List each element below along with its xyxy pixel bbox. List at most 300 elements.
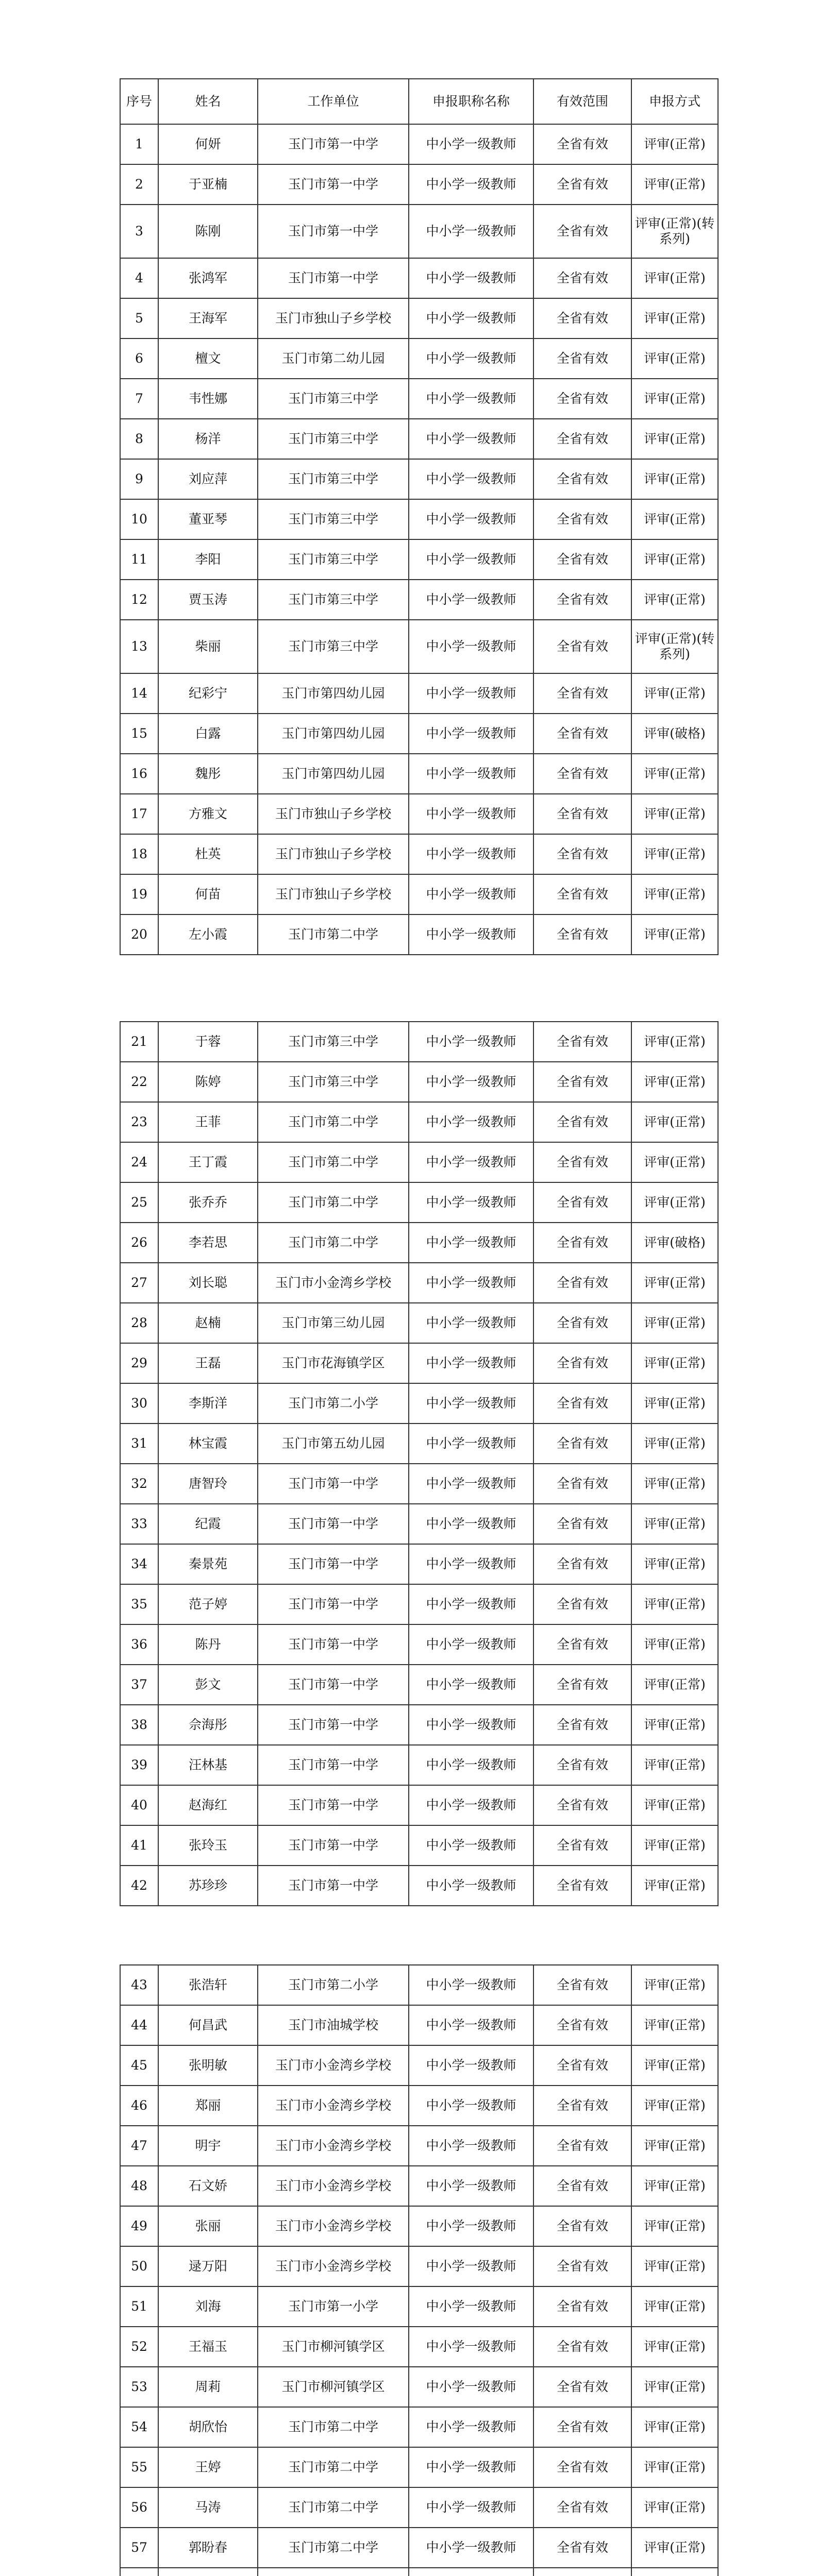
header-title: 申报职称名称 — [409, 79, 533, 124]
row-name-cell: 左小霞 — [158, 914, 258, 955]
row-title-cell: 中小学一级教师 — [409, 1965, 533, 2005]
row-title-cell: 中小学一级教师 — [409, 124, 533, 164]
row-name-cell: 白露 — [158, 714, 258, 754]
row-title-cell: 中小学一级教师 — [409, 1504, 533, 1544]
row-scope-cell: 全省有效 — [533, 1223, 631, 1263]
row-seq-cell: 3 — [120, 205, 158, 258]
table-row — [120, 874, 718, 914]
row-seq-cell: 21 — [120, 1022, 158, 1062]
row-name-cell: 明宇 — [158, 2126, 258, 2166]
table-row — [120, 2286, 718, 2327]
row-scope-cell: 全省有效 — [533, 2206, 631, 2246]
row-scope-cell: 全省有效 — [533, 2407, 631, 2447]
row-title-cell: 中小学一级教师 — [409, 298, 533, 338]
table-body-2 — [120, 1022, 718, 1906]
table-row — [120, 1584, 718, 1624]
row-unit-cell: 玉门市第一中学 — [258, 1825, 409, 1866]
row-seq-cell: 57 — [120, 2528, 158, 2568]
row-seq-cell: 30 — [120, 1383, 158, 1423]
row-title-cell: 中小学一级教师 — [409, 338, 533, 379]
row-method-cell: 评审(正常) — [631, 914, 718, 955]
table-row — [120, 1965, 718, 2005]
row-seq-cell: 11 — [120, 539, 158, 580]
row-seq-cell: 24 — [120, 1142, 158, 1182]
row-title-cell: 中小学一级教师 — [409, 1584, 533, 1624]
row-method-cell: 评审(正常) — [631, 1785, 718, 1825]
row-title-cell: 中小学一级教师 — [409, 1665, 533, 1705]
row-scope-cell: 全省有效 — [533, 499, 631, 539]
row-title-cell: 中小学一级教师 — [409, 1866, 533, 1906]
row-name-cell: 林宝霞 — [158, 1423, 258, 1464]
row-name-cell: 杜英 — [158, 834, 258, 874]
row-scope-cell: 全省有效 — [533, 914, 631, 955]
row-scope-cell: 全省有效 — [533, 1504, 631, 1544]
table-block-1 — [120, 78, 717, 955]
row-method-cell: 评审(正常) — [631, 258, 718, 298]
row-title-cell: 中小学一级教师 — [409, 834, 533, 874]
table-row — [120, 794, 718, 834]
header-method: 申报方式 — [631, 79, 718, 124]
row-seq-cell: 40 — [120, 1785, 158, 1825]
table-row — [120, 1423, 718, 1464]
row-method-cell: 评审(正常) — [631, 2367, 718, 2407]
row-scope-cell: 全省有效 — [533, 1825, 631, 1866]
row-name-cell: 贾玉涛 — [158, 580, 258, 620]
row-seq-cell: 28 — [120, 1303, 158, 1343]
row-unit-cell: 玉门市第二小学 — [258, 1383, 409, 1423]
table-block-3 — [120, 1964, 717, 2576]
row-method-cell: 评审(破格) — [631, 714, 718, 754]
row-title-cell: 中小学一级教师 — [409, 2487, 533, 2528]
row-unit-cell: 玉门市第二幼儿园 — [258, 338, 409, 379]
table-row — [120, 1022, 718, 1062]
row-name-cell: 刘应萍 — [158, 459, 258, 499]
row-unit-cell: 玉门市第四幼儿园 — [258, 714, 409, 754]
row-scope-cell: 全省有效 — [533, 874, 631, 914]
row-method-cell: 评审(正常) — [631, 874, 718, 914]
row-seq-cell: 14 — [120, 673, 158, 714]
row-method-cell: 评审(正常) — [631, 673, 718, 714]
row-title-cell: 中小学一级教师 — [409, 620, 533, 673]
row-method-cell: 评审(正常) — [631, 2166, 718, 2206]
row-unit-cell: 玉门市第一中学 — [258, 1745, 409, 1785]
row-scope-cell: 全省有效 — [533, 2045, 631, 2086]
row-method-cell: 评审(破格) — [631, 1223, 718, 1263]
row-seq-cell: 23 — [120, 1102, 158, 1142]
row-unit-cell: 玉门市第四幼儿园 — [258, 754, 409, 794]
table-row — [120, 1785, 718, 1825]
row-title-cell: 中小学一级教师 — [409, 1182, 533, 1223]
row-method-cell: 评审(正常) — [631, 1745, 718, 1785]
table-row — [120, 714, 718, 754]
row-title-cell: 中小学一级教师 — [409, 1343, 533, 1383]
row-unit-cell: 玉门市第四幼儿园 — [258, 673, 409, 714]
row-seq-cell: 43 — [120, 1965, 158, 2005]
row-seq-cell: 26 — [120, 1223, 158, 1263]
row-method-cell: 评审(正常) — [631, 459, 718, 499]
row-seq-cell: 8 — [120, 419, 158, 459]
row-method-cell: 评审(正常)(转系列) — [631, 620, 718, 673]
row-title-cell: 中小学一级教师 — [409, 164, 533, 205]
table-body-3 — [120, 1965, 718, 2576]
row-seq-cell: 16 — [120, 754, 158, 794]
row-seq-cell: 42 — [120, 1866, 158, 1906]
row-method-cell: 评审(正常) — [631, 1965, 718, 2005]
row-scope-cell: 全省有效 — [533, 1785, 631, 1825]
row-unit-cell: 玉门市小金湾乡学校 — [258, 2126, 409, 2166]
row-name-cell: 于亚楠 — [158, 164, 258, 205]
table-row — [120, 2568, 718, 2576]
row-unit-cell: 玉门市第一中学 — [258, 124, 409, 164]
table-row — [120, 1705, 718, 1745]
row-unit-cell: 玉门市第一中学 — [258, 1705, 409, 1745]
row-scope-cell: 全省有效 — [533, 1062, 631, 1102]
row-method-cell: 评审(正常) — [631, 1303, 718, 1343]
row-method-cell: 评审(正常) — [631, 124, 718, 164]
row-method-cell: 评审(正常) — [631, 298, 718, 338]
row-method-cell: 评审(正常) — [631, 1142, 718, 1182]
row-name-cell: 张乔乔 — [158, 1182, 258, 1223]
row-title-cell: 中小学一级教师 — [409, 1142, 533, 1182]
row-seq-cell: 44 — [120, 2005, 158, 2045]
row-scope-cell: 全省有效 — [533, 258, 631, 298]
row-name-cell: 王磊 — [158, 1343, 258, 1383]
table-row — [120, 124, 718, 164]
row-title-cell: 中小学一级教师 — [409, 1544, 533, 1584]
row-method-cell: 评审(正常) — [631, 1102, 718, 1142]
row-unit-cell: 玉门市柳河镇学区 — [258, 2327, 409, 2367]
table-row — [120, 499, 718, 539]
row-seq-cell: 20 — [120, 914, 158, 955]
row-unit-cell: 玉门市第一中学 — [258, 1866, 409, 1906]
row-scope-cell: 全省有效 — [533, 1665, 631, 1705]
row-unit-cell: 玉门市第二中学 — [258, 2528, 409, 2568]
row-title-cell: 中小学一级教师 — [409, 714, 533, 754]
row-scope-cell: 全省有效 — [533, 298, 631, 338]
table-row — [120, 1825, 718, 1866]
row-name-cell: 李阳 — [158, 539, 258, 580]
table-row — [120, 298, 718, 338]
row-title-cell: 中小学一级教师 — [409, 2407, 533, 2447]
table-row — [120, 1504, 718, 1544]
row-method-cell: 评审(正常) — [631, 1544, 718, 1584]
row-method-cell: 评审(正常) — [631, 2487, 718, 2528]
row-seq-cell: 45 — [120, 2045, 158, 2086]
row-name-cell: 纪霞 — [158, 1504, 258, 1544]
table-row — [120, 673, 718, 714]
row-method-cell: 评审(正常) — [631, 1343, 718, 1383]
row-title-cell: 中小学一级教师 — [409, 459, 533, 499]
row-seq-cell: 51 — [120, 2286, 158, 2327]
row-title-cell: 中小学一级教师 — [409, 1464, 533, 1504]
row-method-cell: 评审(正常) — [631, 2005, 718, 2045]
row-scope-cell: 全省有效 — [533, 2126, 631, 2166]
row-unit-cell: 玉门市第一中学 — [258, 164, 409, 205]
row-seq-cell: 55 — [120, 2447, 158, 2487]
title-roster-table-3 — [120, 1964, 719, 2576]
row-unit-cell: 玉门市小金湾乡学校 — [258, 1263, 409, 1303]
row-method-cell: 评审(正常) — [631, 1182, 718, 1223]
row-name-cell: 魏彤 — [158, 754, 258, 794]
table-row — [120, 2407, 718, 2447]
row-seq-cell: 32 — [120, 1464, 158, 1504]
table-row — [120, 419, 718, 459]
row-method-cell: 评审(正常) — [631, 1383, 718, 1423]
row-unit-cell: 玉门市小金湾乡学校 — [258, 2166, 409, 2206]
row-unit-cell: 玉门市第三幼儿园 — [258, 1303, 409, 1343]
table-row — [120, 1142, 718, 1182]
row-seq-cell: 41 — [120, 1825, 158, 1866]
row-unit-cell: 玉门市第三中学 — [258, 499, 409, 539]
row-method-cell: 评审(正常) — [631, 834, 718, 874]
row-unit-cell: 玉门市小金湾乡学校 — [258, 2246, 409, 2286]
row-name-cell: 周莉 — [158, 2367, 258, 2407]
table-row — [120, 1745, 718, 1785]
row-title-cell: 中小学一级教师 — [409, 499, 533, 539]
row-scope-cell: 全省有效 — [533, 1705, 631, 1745]
row-seq-cell: 18 — [120, 834, 158, 874]
row-scope-cell: 全省有效 — [533, 834, 631, 874]
row-title-cell: 中小学一级教师 — [409, 1062, 533, 1102]
row-method-cell: 评审(正常) — [631, 2086, 718, 2126]
row-seq-cell: 49 — [120, 2206, 158, 2246]
row-unit-cell: 玉门市第三中学 — [258, 620, 409, 673]
table-row — [120, 1665, 718, 1705]
table-body-1 — [120, 124, 718, 955]
row-scope-cell: 全省有效 — [533, 1383, 631, 1423]
row-name-cell: 陈丹 — [158, 1624, 258, 1665]
table-row — [120, 164, 718, 205]
row-scope-cell: 全省有效 — [533, 164, 631, 205]
row-name-cell: 张浩轩 — [158, 1965, 258, 2005]
table-row — [120, 2447, 718, 2487]
row-method-cell: 评审(正常) — [631, 1062, 718, 1102]
row-scope-cell: 全省有效 — [533, 1263, 631, 1303]
row-unit-cell: 玉门市柳河镇学区 — [258, 2367, 409, 2407]
row-seq-cell: 53 — [120, 2367, 158, 2407]
table-row — [120, 2528, 718, 2568]
row-seq-cell: 56 — [120, 2487, 158, 2528]
row-method-cell: 评审(正常) — [631, 1665, 718, 1705]
row-scope-cell: 全省有效 — [533, 2528, 631, 2568]
table-row — [120, 2487, 718, 2528]
row-scope-cell: 全省有效 — [533, 1182, 631, 1223]
row-scope-cell: 全省有效 — [533, 2367, 631, 2407]
row-seq-cell: 33 — [120, 1504, 158, 1544]
row-seq-cell: 6 — [120, 338, 158, 379]
row-title-cell: 中小学一级教师 — [409, 2166, 533, 2206]
row-scope-cell: 全省有效 — [533, 1965, 631, 2005]
row-name-cell: 王菲 — [158, 1102, 258, 1142]
row-name-cell: 于蓉 — [158, 1022, 258, 1062]
row-title-cell: 中小学一级教师 — [409, 1825, 533, 1866]
row-seq-cell: 31 — [120, 1423, 158, 1464]
row-name-cell: 石文娇 — [158, 2166, 258, 2206]
table-row — [120, 2327, 718, 2367]
row-title-cell: 中小学一级教师 — [409, 1102, 533, 1142]
row-scope-cell: 全省有效 — [533, 2447, 631, 2487]
row-title-cell: 中小学一级教师 — [409, 379, 533, 419]
row-title-cell: 中小学一级教师 — [409, 1383, 533, 1423]
row-method-cell: 评审(正常) — [631, 379, 718, 419]
row-name-cell: 张玲玉 — [158, 1825, 258, 1866]
row-title-cell: 中小学一级教师 — [409, 258, 533, 298]
row-unit-cell: 玉门市小金湾乡学校 — [258, 2086, 409, 2126]
table-row — [120, 2005, 718, 2045]
row-scope-cell: 全省有效 — [533, 1423, 631, 1464]
row-scope-cell: 全省有效 — [533, 2327, 631, 2367]
row-title-cell: 中小学一级教师 — [409, 205, 533, 258]
table-row — [120, 580, 718, 620]
row-name-cell: 逯万阳 — [158, 2246, 258, 2286]
row-title-cell: 中小学一级教师 — [409, 2045, 533, 2086]
row-title-cell: 中小学一级教师 — [409, 2367, 533, 2407]
row-unit-cell: 玉门市油城学校 — [258, 2005, 409, 2045]
row-method-cell: 评审(正常) — [631, 2206, 718, 2246]
row-method-cell: 评审(正常) — [631, 2327, 718, 2367]
row-title-cell: 中小学一级教师 — [409, 2286, 533, 2327]
row-scope-cell: 全省有效 — [533, 673, 631, 714]
table-row — [120, 539, 718, 580]
row-name-cell: 刘海 — [158, 2286, 258, 2327]
row-title-cell: 中小学一级教师 — [409, 1263, 533, 1303]
row-name-cell: 赵楠 — [158, 1303, 258, 1343]
table-row — [120, 1383, 718, 1423]
row-scope-cell: 全省有效 — [533, 794, 631, 834]
row-name-cell: 张丽 — [158, 2206, 258, 2246]
table-row — [120, 258, 718, 298]
row-unit-cell: 玉门市第一小学 — [258, 2286, 409, 2327]
row-method-cell: 评审(正常) — [631, 1263, 718, 1303]
table-row — [120, 1182, 718, 1223]
row-seq-cell: 34 — [120, 1544, 158, 1584]
row-name-cell: 彭文 — [158, 1665, 258, 1705]
table-row — [120, 2045, 718, 2086]
row-method-cell: 评审(正常) — [631, 1705, 718, 1745]
row-name-cell: 李若思 — [158, 1223, 258, 1263]
row-title-cell: 中小学一级教师 — [409, 1785, 533, 1825]
row-scope-cell: 全省有效 — [533, 620, 631, 673]
row-title-cell: 中小学一级教师 — [409, 2086, 533, 2126]
row-scope-cell: 全省有效 — [533, 124, 631, 164]
row-method-cell: 评审(正常) — [631, 338, 718, 379]
row-title-cell: 中小学一级教师 — [409, 673, 533, 714]
row-scope-cell: 全省有效 — [533, 205, 631, 258]
row-scope-cell — [533, 2568, 631, 2576]
row-method-cell: 评审(正常) — [631, 754, 718, 794]
row-seq-cell: 7 — [120, 379, 158, 419]
table-row — [120, 754, 718, 794]
row-unit-cell: 玉门市独山子乡学校 — [258, 834, 409, 874]
row-name-cell: 赵海红 — [158, 1785, 258, 1825]
row-scope-cell: 全省有效 — [533, 1866, 631, 1906]
row-title-cell: 中小学一级教师 — [409, 1223, 533, 1263]
row-name-cell: 范子婷 — [158, 1584, 258, 1624]
row-seq-cell: 10 — [120, 499, 158, 539]
row-name-cell: 苏珍珍 — [158, 1866, 258, 1906]
row-method-cell: 评审(正常) — [631, 1464, 718, 1504]
row-scope-cell: 全省有效 — [533, 1624, 631, 1665]
row-unit-cell: 玉门市第二中学 — [258, 1182, 409, 1223]
row-seq-cell: 5 — [120, 298, 158, 338]
row-seq-cell: 50 — [120, 2246, 158, 2286]
row-unit-cell: 玉门市第一中学 — [258, 1504, 409, 1544]
row-unit-cell: 玉门市第三中学 — [258, 379, 409, 419]
row-unit-cell: 玉门市第一中学 — [258, 1584, 409, 1624]
row-method-cell: 评审(正常)(转系列) — [631, 205, 718, 258]
row-unit-cell: 玉门市第一中学 — [258, 1665, 409, 1705]
row-method-cell: 评审(正常) — [631, 1423, 718, 1464]
row-name-cell: 汪林基 — [158, 1745, 258, 1785]
row-unit-cell: 玉门市第一中学 — [258, 1624, 409, 1665]
row-scope-cell: 全省有效 — [533, 2086, 631, 2126]
row-unit-cell: 玉门市独山子乡学校 — [258, 298, 409, 338]
row-method-cell: 评审(正常) — [631, 580, 718, 620]
row-method-cell: 评审(正常) — [631, 794, 718, 834]
table-row — [120, 1624, 718, 1665]
row-unit-cell: 玉门市第一中学 — [258, 258, 409, 298]
row-name-cell: 何妍 — [158, 124, 258, 164]
row-name-cell: 韦性娜 — [158, 379, 258, 419]
table-row — [120, 1343, 718, 1383]
row-unit-cell: 玉门市第二小学 — [258, 1965, 409, 2005]
row-scope-cell: 全省有效 — [533, 2487, 631, 2528]
row-title-cell: 中小学一级教师 — [409, 2327, 533, 2367]
row-scope-cell: 全省有效 — [533, 419, 631, 459]
row-seq-cell: 38 — [120, 1705, 158, 1745]
row-unit-cell: 玉门市第三中学 — [258, 1022, 409, 1062]
table-header-row — [120, 79, 718, 124]
row-name-cell: 王海军 — [158, 298, 258, 338]
row-method-cell: 评审(正常) — [631, 2126, 718, 2166]
row-method-cell: 评审(正常) — [631, 2286, 718, 2327]
table-row — [120, 338, 718, 379]
row-method-cell: 评审(正常) — [631, 2045, 718, 2086]
table-row — [120, 834, 718, 874]
row-method-cell — [631, 2568, 718, 2576]
row-title-cell: 中小学一级教师 — [409, 1022, 533, 1062]
table-row — [120, 2206, 718, 2246]
row-scope-cell: 全省有效 — [533, 2246, 631, 2286]
row-seq-cell: 15 — [120, 714, 158, 754]
row-title-cell: 中小学一级教师 — [409, 539, 533, 580]
row-unit-cell: 玉门市小金湾乡学校 — [258, 2045, 409, 2086]
row-unit-cell: 玉门市第一中学 — [258, 1544, 409, 1584]
row-seq-cell: 46 — [120, 2086, 158, 2126]
row-title-cell: 中小学一级教师 — [409, 1745, 533, 1785]
row-title-cell: 中小学一级教师 — [409, 2005, 533, 2045]
row-title-cell: 中小学一级教师 — [409, 1423, 533, 1464]
row-seq-cell: 27 — [120, 1263, 158, 1303]
row-unit-cell: 玉门市第二中学 — [258, 1102, 409, 1142]
row-scope-cell: 全省有效 — [533, 580, 631, 620]
row-unit-cell: 玉门市第一中学 — [258, 1785, 409, 1825]
row-scope-cell: 全省有效 — [533, 1142, 631, 1182]
table-row — [120, 2166, 718, 2206]
row-unit-cell: 玉门市第二中学 — [258, 2407, 409, 2447]
table-block-2 — [120, 1021, 717, 1906]
row-title-cell: 中小学一级教师 — [409, 2246, 533, 2286]
row-unit-cell: 玉门市第三中学 — [258, 539, 409, 580]
row-method-cell: 评审(正常) — [631, 499, 718, 539]
table-row — [120, 1102, 718, 1142]
row-unit-cell: 玉门市第三中学 — [258, 459, 409, 499]
row-name-cell: 马涛 — [158, 2487, 258, 2528]
row-method-cell: 评审(正常) — [631, 1504, 718, 1544]
table-row — [120, 1544, 718, 1584]
row-name-cell: 张明敏 — [158, 2045, 258, 2086]
row-unit-cell: 玉门市第三中学 — [258, 580, 409, 620]
